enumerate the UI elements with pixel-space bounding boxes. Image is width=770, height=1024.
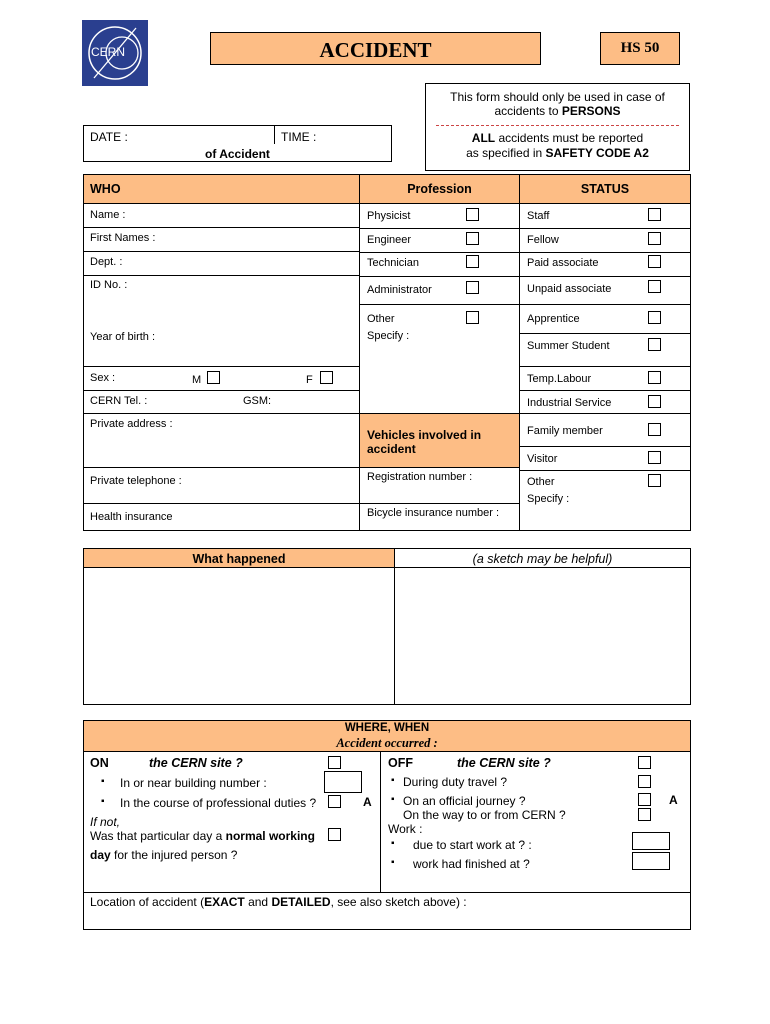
bullet-icon: ▪ (391, 857, 395, 868)
profession-heading: Profession (407, 182, 472, 196)
building-number-input[interactable] (324, 771, 362, 793)
way-to-from-label: On the way to or from CERN ? (403, 808, 566, 822)
who-right-line (519, 390, 691, 391)
who-right-line (519, 446, 691, 447)
who-mid-line (359, 467, 519, 468)
bullet-icon: ▪ (391, 838, 395, 849)
who-left-line (83, 390, 359, 391)
who-heading: WHO (90, 182, 121, 196)
vehicles-heading-1: Vehicles involved in (367, 428, 482, 442)
status-summer-student: Summer Student (527, 340, 610, 352)
administrator-checkbox[interactable] (466, 281, 479, 294)
of-accident-label: of Accident (205, 147, 270, 161)
way-to-from-checkbox[interactable] (638, 808, 651, 821)
on-site-question: the CERN site ? (149, 756, 243, 770)
profession-technician: Technician (367, 257, 419, 269)
on-label: ON (90, 756, 109, 770)
who-right-line (519, 252, 691, 253)
sketch-hint: (a sketch may be helpful) (472, 552, 613, 566)
work-finished-time-input[interactable] (632, 852, 670, 870)
who-left-line (83, 503, 359, 504)
first-names-field[interactable]: First Names : (90, 232, 156, 244)
notice-safety-code: SAFETY CODE A2 (545, 146, 649, 160)
status-industrial-service: Industrial Service (527, 397, 612, 409)
what-happened-heading: What happened (192, 552, 286, 566)
paid-associate-checkbox[interactable] (648, 255, 661, 268)
location-field[interactable] (90, 895, 467, 909)
who-right-line (519, 470, 691, 471)
notice-box (425, 83, 690, 171)
location-exact: EXACT (204, 895, 245, 909)
location-and: and (244, 895, 272, 909)
accident-occurred-heading: Accident occurred : (336, 736, 438, 750)
notice-persons: PERSONS (561, 104, 621, 118)
bullet-icon: ▪ (101, 776, 105, 787)
who-left-line (83, 413, 359, 414)
year-of-birth-field[interactable]: Year of birth : (90, 331, 156, 343)
profession-specify-field[interactable]: Specify : (367, 330, 410, 342)
injured-person-line (90, 848, 237, 862)
industrial-service-checkbox[interactable] (648, 395, 661, 408)
professional-duties-checkbox[interactable] (328, 795, 341, 808)
bullet-icon: ▪ (101, 796, 105, 807)
who-mid-line (359, 252, 519, 253)
off-site-question: the CERN site ? (457, 756, 551, 770)
who-right-line (519, 413, 691, 414)
start-work-label: due to start work at ? : (413, 838, 532, 852)
profession-administrator: Administrator (367, 284, 432, 296)
status-heading: STATUS (580, 182, 630, 196)
building-number-label: In or near building number : (120, 776, 267, 790)
time-field[interactable]: TIME : (281, 130, 317, 144)
status-paid-associate: Paid associate (527, 257, 599, 269)
who-right-line (519, 333, 691, 334)
cern-logo-icon (82, 20, 148, 86)
official-journey-label: On an official journey ? (403, 794, 526, 808)
sex-label: Sex : (90, 372, 116, 384)
a-marker-right: A (669, 793, 678, 807)
who-mid-line (359, 276, 519, 277)
notice-line2 (426, 104, 689, 118)
cern-logo (82, 20, 148, 86)
status-staff: Staff (527, 210, 550, 222)
bicycle-insurance-field[interactable]: Bicycle insurance number : (367, 507, 500, 519)
who-mid-line (359, 304, 519, 305)
who-right-line (519, 228, 691, 229)
where-when-heading: WHERE, WHEN (344, 722, 430, 734)
who-mid-line (359, 503, 519, 504)
status-family-member: Family member (527, 425, 603, 437)
staff-checkbox[interactable] (648, 208, 661, 221)
status-other-checkbox[interactable] (648, 474, 661, 487)
what-happened-area[interactable] (85, 569, 393, 703)
form-code: HS 50 (620, 40, 660, 56)
family-member-checkbox[interactable] (648, 423, 661, 436)
male-checkbox[interactable] (207, 371, 220, 384)
where-header-line (83, 751, 691, 752)
start-work-time-input[interactable] (632, 832, 670, 850)
engineer-checkbox[interactable] (466, 232, 479, 245)
profession-other: Other (367, 313, 395, 325)
physicist-checkbox[interactable] (466, 208, 479, 221)
notice-divider (436, 125, 679, 126)
what-divider (394, 548, 395, 705)
location-post: , see also sketch above) : (330, 895, 467, 909)
profession-physicist: Physicist (367, 210, 411, 222)
professional-duties-label: In the course of professional duties ? (120, 796, 317, 810)
notice-line4-pre: as specified in (466, 146, 546, 160)
notice-line3-rest: accidents must be reported (495, 131, 644, 145)
status-apprentice: Apprentice (527, 313, 580, 325)
female-label: F (306, 374, 313, 386)
vehicles-heading-2: accident (367, 442, 416, 456)
status-fellow: Fellow (527, 234, 559, 246)
status-temp-labour: Temp.Labour (527, 373, 592, 385)
day-bold: day (90, 848, 111, 862)
private-address-field[interactable]: Private address : (90, 418, 173, 430)
notice-line2-pre: accidents to (494, 104, 562, 118)
day-rest: for the injured person ? (110, 848, 238, 862)
official-journey-checkbox[interactable] (638, 793, 651, 806)
work-finished-label: work had finished at ? (413, 857, 530, 871)
status-visitor: Visitor (527, 453, 558, 465)
gsm-field[interactable]: GSM: (243, 395, 272, 407)
notice-line1: This form should only be used in case of (450, 90, 665, 104)
normal-working-day-checkbox[interactable] (328, 828, 341, 841)
who-right-line (519, 366, 691, 367)
normal-working-question (90, 829, 315, 843)
duty-travel-checkbox[interactable] (638, 775, 651, 788)
technician-checkbox[interactable] (466, 255, 479, 268)
on-site-checkbox[interactable] (328, 756, 341, 769)
duty-travel-label: During duty travel ? (403, 775, 508, 789)
temp-labour-checkbox[interactable] (648, 371, 661, 384)
off-label: OFF (388, 756, 413, 770)
if-not-label: If not, (90, 815, 121, 829)
who-mid-line (359, 228, 519, 229)
dept-field[interactable]: Dept. : (90, 256, 123, 268)
health-insurance-field[interactable]: Health insurance (90, 511, 173, 523)
male-label: M (192, 374, 202, 386)
work-label: Work : (388, 822, 423, 836)
location-pre: Location of accident ( (90, 895, 205, 909)
summer-student-checkbox[interactable] (648, 338, 661, 351)
date-time-divider (274, 125, 275, 144)
who-left-line (83, 275, 359, 276)
title-box (210, 32, 541, 65)
profession-engineer: Engineer (367, 234, 412, 246)
sketch-area[interactable] (396, 569, 689, 703)
who-left-line (83, 467, 359, 468)
who-left-line (83, 251, 359, 252)
profession-other-checkbox[interactable] (466, 311, 479, 324)
private-telephone-field[interactable]: Private telephone : (90, 475, 182, 487)
id-no-field[interactable]: ID No. : (90, 279, 128, 291)
status-unpaid-associate: Unpaid associate (527, 283, 612, 295)
female-checkbox[interactable] (320, 371, 333, 384)
date-field[interactable]: DATE : (90, 130, 128, 144)
who-left-line (83, 227, 359, 228)
status-specify-field[interactable]: Specify : (527, 493, 570, 505)
bullet-icon: ▪ (391, 775, 395, 786)
logo-text: CERN (91, 45, 126, 59)
status-other: Other (527, 476, 555, 488)
cern-tel-field[interactable]: CERN Tel. : (90, 395, 148, 407)
visitor-checkbox[interactable] (648, 451, 661, 464)
apprentice-checkbox[interactable] (648, 311, 661, 324)
who-right-line (519, 276, 691, 277)
normal-working-bold: normal working (225, 829, 315, 843)
notice-all: ALL (471, 131, 496, 145)
location-line (83, 892, 691, 893)
bullet-icon: ▪ (391, 794, 395, 805)
who-right-line (519, 304, 691, 305)
name-field[interactable]: Name : (90, 209, 126, 221)
who-left-line (83, 366, 359, 367)
normal-pre: Was that particular day a (90, 829, 226, 843)
page-title: ACCIDENT (319, 38, 432, 62)
unpaid-associate-checkbox[interactable] (648, 280, 661, 293)
off-site-checkbox[interactable] (638, 756, 651, 769)
notice-line4 (426, 146, 689, 160)
a-marker-left: A (363, 795, 372, 809)
notice-line3 (426, 131, 689, 145)
registration-number-field[interactable]: Registration number : (367, 471, 473, 483)
fellow-checkbox[interactable] (648, 232, 661, 245)
who-header-line (83, 203, 691, 204)
what-header-line (83, 567, 691, 568)
form-code-box (600, 32, 680, 65)
location-detailed: DETAILED (271, 895, 331, 909)
where-divider (380, 751, 381, 893)
